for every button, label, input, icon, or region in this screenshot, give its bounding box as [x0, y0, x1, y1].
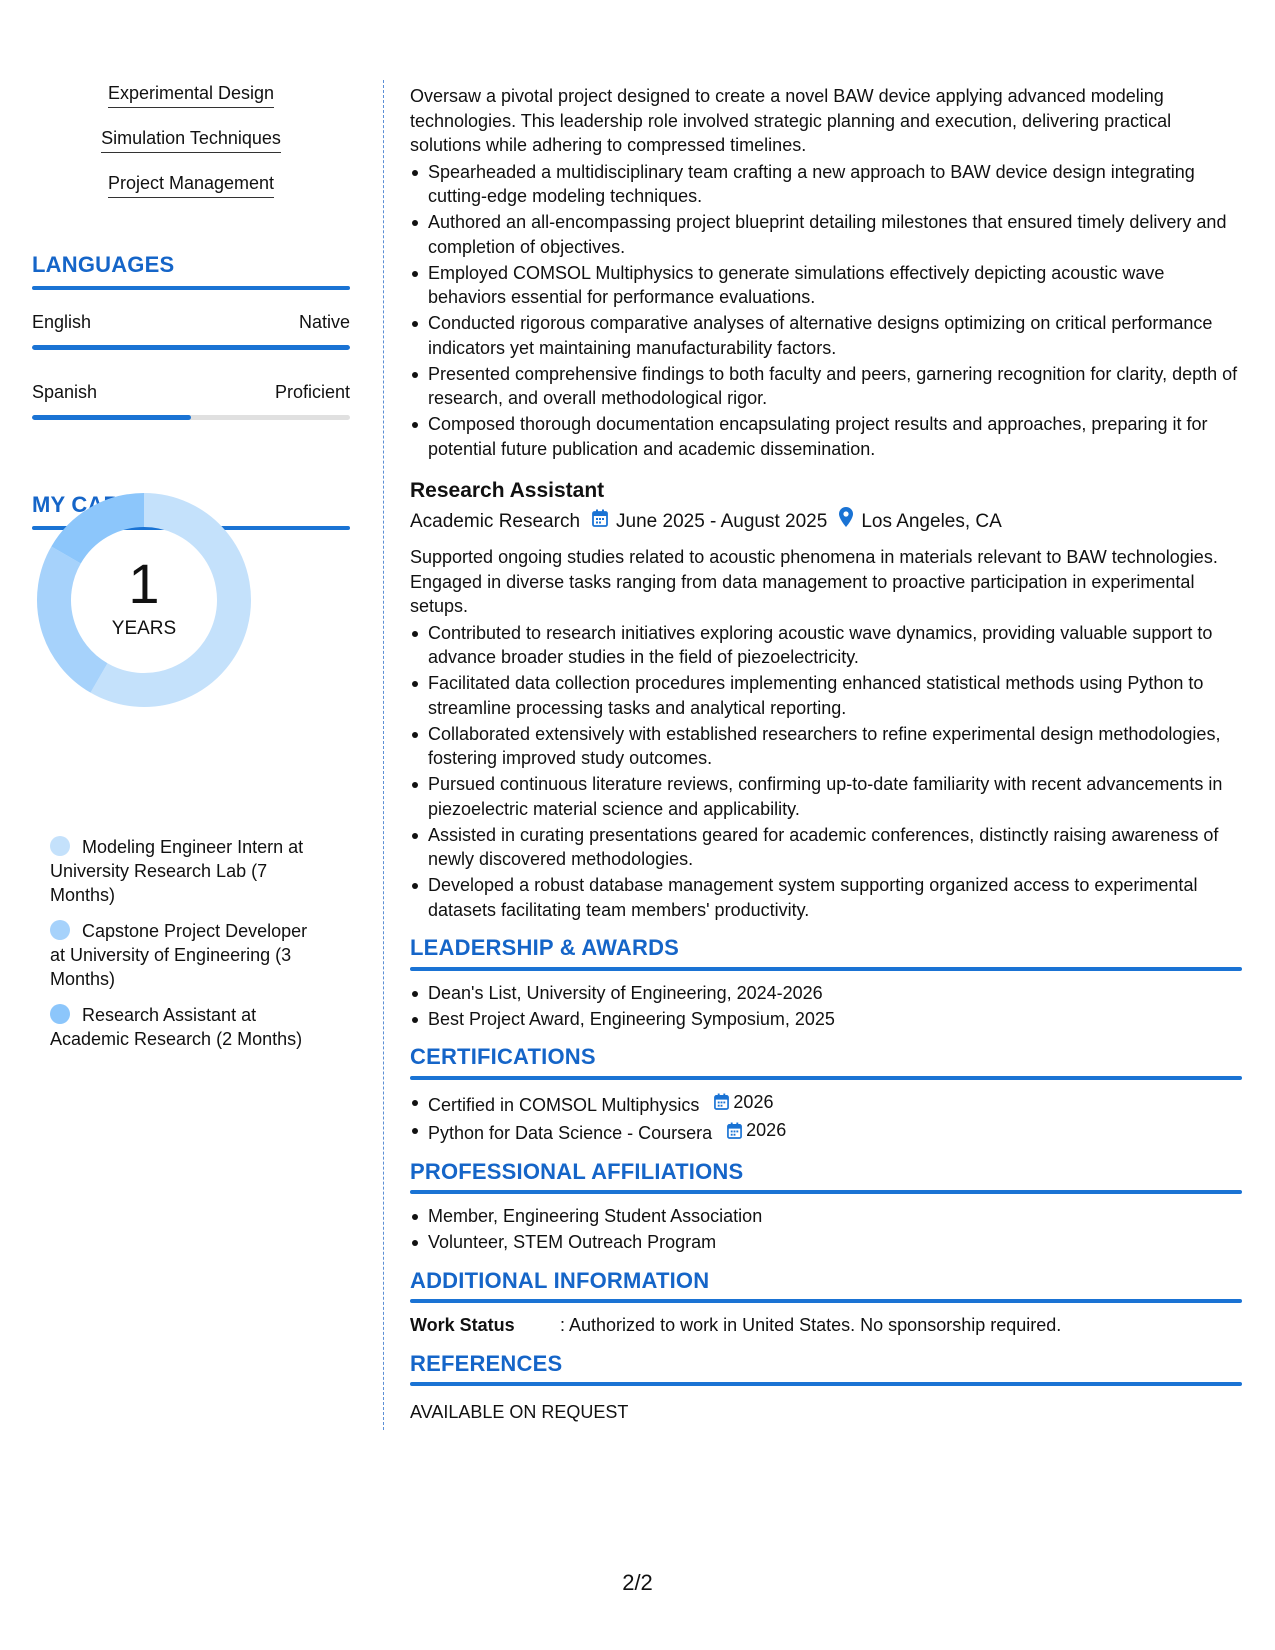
- certification-date: [727, 1118, 786, 1143]
- section-rule: [410, 1190, 1242, 1194]
- job-bullets: [410, 160, 1242, 462]
- column-divider: [383, 80, 384, 1430]
- affiliations-section: [410, 1160, 1242, 1255]
- language-level: Native: [298, 312, 350, 332]
- bullet-item: Presented comprehensive findings to both faculty and peers, garnering recognition for clarity, depth of research, and overall methodological rigor.: [410, 362, 1242, 411]
- bullet-item: Contributed to research initiatives exploring acoustic wave dynamics, providing valuable support to advance broader studies in the field of piezoelectricity.: [410, 621, 1242, 670]
- language-bar: [32, 415, 350, 420]
- career-dot: [50, 920, 70, 940]
- bullet-item: Best Project Award, Engineering Symposium, 2025: [410, 1007, 1242, 1032]
- language-name: English: [32, 312, 92, 332]
- certification-item: [410, 1118, 1242, 1145]
- certification-name: Certified in COMSOL Multiphysics: [428, 1094, 700, 1115]
- skills-list: [32, 82, 350, 217]
- skill-item: Experimental Design: [108, 82, 274, 108]
- career-item: [50, 919, 320, 991]
- work-status-label: Work Status: [410, 1315, 515, 1335]
- bullet-item: Facilitated data collection procedures implementing enhanced statistical methods using Python to streamline processing tasks and analytical reporting.: [410, 671, 1242, 720]
- career-item-text: Capstone Project Developer at University of Engineering (3 Months): [50, 921, 308, 989]
- bullet-item: Collaborated extensively with established researchers to refine experimental design methodologies, fostering improved study outcomes.: [410, 722, 1242, 771]
- bullet-item: Spearheaded a multidisciplinary team crafting a new approach to BAW device design integrating cutting-edge modeling techniques.: [410, 160, 1242, 209]
- donut-center: [34, 490, 254, 710]
- leadership-list: [410, 981, 1242, 1032]
- bullet-item: Volunteer, STEM Outreach Program: [410, 1230, 1242, 1255]
- job-summary: Supported ongoing studies related to acoustic phenomena in materials relevant to BAW technologies. Engaged in diverse tasks ranging from data management to proactive participation in experimental setups.: [410, 547, 1218, 616]
- job-title: Research Assistant: [410, 479, 605, 502]
- left-column: [32, 82, 350, 517]
- references-section: [410, 1352, 1242, 1425]
- languages-section: [32, 252, 350, 420]
- bullet-item: Developed a robust database management system supporting organized access to experimental datasets facilitating team members' productivity.: [410, 873, 1242, 922]
- career-dot: [50, 1004, 70, 1024]
- career-item: [50, 835, 320, 907]
- page-number: 2/2: [622, 1570, 653, 1595]
- language-bar-fill: [32, 415, 191, 420]
- career-item-text: Research Assistant at Academic Research (2 Months): [50, 1005, 303, 1049]
- calendar-icon: [592, 507, 608, 537]
- job-dates: June 2025 - August 2025: [616, 511, 828, 532]
- right-column: [410, 84, 1242, 1425]
- certifications-list: [410, 1090, 1242, 1146]
- work-status-row: [410, 1313, 1242, 1338]
- certification-date: [714, 1090, 773, 1115]
- language-bar-fill: [32, 345, 350, 350]
- language-level: Proficient: [274, 382, 350, 402]
- career-list: [50, 835, 320, 1063]
- language-item: [32, 382, 350, 420]
- references-text: AVAILABLE ON REQUEST: [410, 1402, 629, 1422]
- leadership-section: [410, 936, 1242, 1031]
- bullet-item: Employed COMSOL Multiphysics to generate simulations effectively depicting acoustic wave behaviors essential for performance evaluations.: [410, 261, 1242, 310]
- section-rule: [410, 967, 1242, 971]
- affiliations-list: [410, 1204, 1242, 1255]
- career-years-unit: YEARS: [111, 618, 177, 639]
- section-rule: [410, 1299, 1242, 1303]
- career-years-number: 1: [128, 552, 160, 615]
- certification-year: 2026: [733, 1091, 774, 1112]
- certification-item: [410, 1090, 1242, 1117]
- section-title: ADDITIONAL INFORMATION: [410, 1267, 710, 1293]
- bullet-item: Dean's List, University of Engineering, 2024-2026: [410, 981, 1242, 1006]
- section-rule: [410, 1382, 1242, 1386]
- bullet-item: Authored an all-encompassing project blueprint detailing milestones that ensured timely delivery and completion of objectives.: [410, 210, 1242, 259]
- language-bar: [32, 345, 350, 350]
- section-rule: [410, 1076, 1242, 1080]
- section-title: REFERENCES: [410, 1350, 563, 1376]
- bullet-item: Composed thorough documentation encapsulating project results and approaches, preparing it for potential future publication and academic dissemination.: [410, 412, 1242, 461]
- career-item-text: Modeling Engineer Intern at University Research Lab (7 Months): [50, 837, 304, 905]
- bullet-item: Assisted in curating presentations geared for academic conferences, distinctly raising awareness of newly discovered methodologies.: [410, 823, 1242, 872]
- job-meta: [410, 507, 1242, 537]
- job-location: Los Angeles, CA: [861, 511, 1002, 532]
- language-name: Spanish: [32, 382, 98, 402]
- section-title: PROFESSIONAL AFFILIATIONS: [410, 1158, 744, 1184]
- section-rule: [32, 286, 350, 290]
- certification-name: Python for Data Science - Coursera: [428, 1123, 713, 1143]
- career-donut-chart: [34, 490, 254, 710]
- section-title: LEADERSHIP & AWARDS: [410, 935, 680, 960]
- work-status-value: : Authorized to work in United States. No sponsorship required.: [560, 1315, 1062, 1335]
- job-company: Academic Research: [410, 511, 581, 532]
- bullet-item: Pursued continuous literature reviews, confirming up-to-date familiarity with recent advancements in piezoelectric material science and applicability.: [410, 772, 1242, 821]
- section-title: CERTIFICATIONS: [410, 1044, 596, 1069]
- certification-year: 2026: [746, 1120, 787, 1141]
- job-summary: Oversaw a pivotal project designed to create a novel BAW device applying advanced modeling technologies. This leadership role involved strategic planning and execution, delivering practical solutions while adhering to compressed timelines.: [410, 86, 1172, 155]
- calendar-icon: [727, 1122, 742, 1139]
- career-dot: [50, 836, 70, 856]
- career-item: [50, 1003, 320, 1051]
- calendar-icon: [714, 1093, 729, 1110]
- skill-item: Simulation Techniques: [101, 127, 281, 153]
- job-bullets: [410, 621, 1242, 923]
- section-title: LANGUAGES: [32, 252, 175, 277]
- bullet-item: Conducted rigorous comparative analyses of alternative designs optimizing on critical performance indicators yet maintaining manufacturability factors.: [410, 311, 1242, 360]
- skill-item: Project Management: [108, 172, 274, 198]
- bullet-item: Member, Engineering Student Association: [410, 1204, 1242, 1229]
- certifications-section: [410, 1045, 1242, 1146]
- additional-info-section: [410, 1269, 1242, 1338]
- location-pin-icon: [839, 507, 853, 537]
- language-item: [32, 312, 350, 350]
- section-title: MY CAREER: [32, 492, 166, 517]
